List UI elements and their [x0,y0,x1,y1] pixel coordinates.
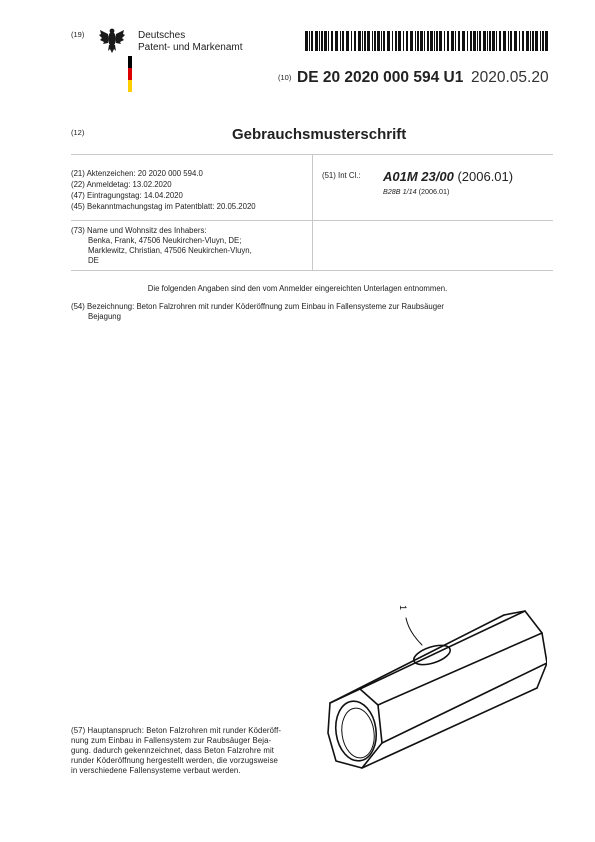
designation-line: Bejagung [88,312,121,321]
ipc-main [383,169,513,184]
notice-text: Die folgenden Angaben sind den vom Anmelder eingereichten Unterlagen entnommen. [147,284,448,293]
ipc-label: (51) Int Cl.: [322,171,361,180]
claim-line: (57) Hauptanspruch: Beton Falzrohren mit runder Köderöff- [71,726,282,735]
ipc-second [383,187,449,196]
ipc-main-class: A01M 23/00 [383,169,454,184]
office-name-line2: Patent- und Markenamt [138,42,243,53]
designation-block [71,302,541,322]
filing-date: (22) Anmeldetag: 13.02.2020 [71,180,172,189]
ipc-main-version: (2006.01) [453,169,514,184]
publication-date: 2020.05.20 [471,69,549,86]
designation-line: (54) Bezeichnung: Beton Falzrohren mit runder Köderöffnung zum Einbau in Fallensysteme zur Raubsäuger [71,302,445,311]
registration-date: (47) Eintragungstag: 14.04.2020 [71,191,183,200]
claim-line: in verschiedene Fallensysteme verbaut werden. [71,766,241,775]
owner-block [71,226,306,266]
claim-line: nung zum Einbau in Fallensystem zur Raubsäuger Beja- [71,736,272,745]
column-divider [312,154,313,270]
owner-line: DE [88,256,99,265]
reference-numeral: 1 [398,605,408,611]
office-name-line1: Deutsches [138,30,186,41]
ipc-second-class: B28B 1/14 [383,187,417,196]
pipe-drawing [322,593,547,783]
claim-line: runder Köderöffnung hergestellt werden, die vorzugsweise [71,756,278,765]
announcement-date: (45) Bekanntmachungstag im Patentblatt: 20.05.2020 [71,202,256,211]
file-number: (21) Aktenzeichen: 20 2020 000 594.0 [71,169,203,178]
document-title: Gebrauchsmusterschrift [232,126,407,143]
inid-code-10: (10) [278,73,292,82]
rule-bottom [71,270,553,271]
main-claim-block [71,726,309,776]
claim-line: gung. dadurch gekennzeichnet, dass Beton Falzrohre mit [71,746,275,755]
owner-line: Benka, Frank, 47506 Neukirchen-Vluyn, DE; [88,236,242,245]
inid-code-19: (19) [71,30,85,39]
german-flag-stripe [128,56,132,92]
owner-heading: (73) Name und Wohnsitz des Inhabers: [71,226,207,235]
inid-code-12: (12) [71,128,85,137]
federal-eagle-icon [99,26,125,54]
owner-line: Marklewitz, Christian, 47506 Neukirchen-Vluyn, [88,246,252,255]
barcode [305,31,551,51]
ipc-second-version: (2006.01) [416,187,450,196]
publication-number: DE 20 2020 000 594 U1 [297,69,464,86]
